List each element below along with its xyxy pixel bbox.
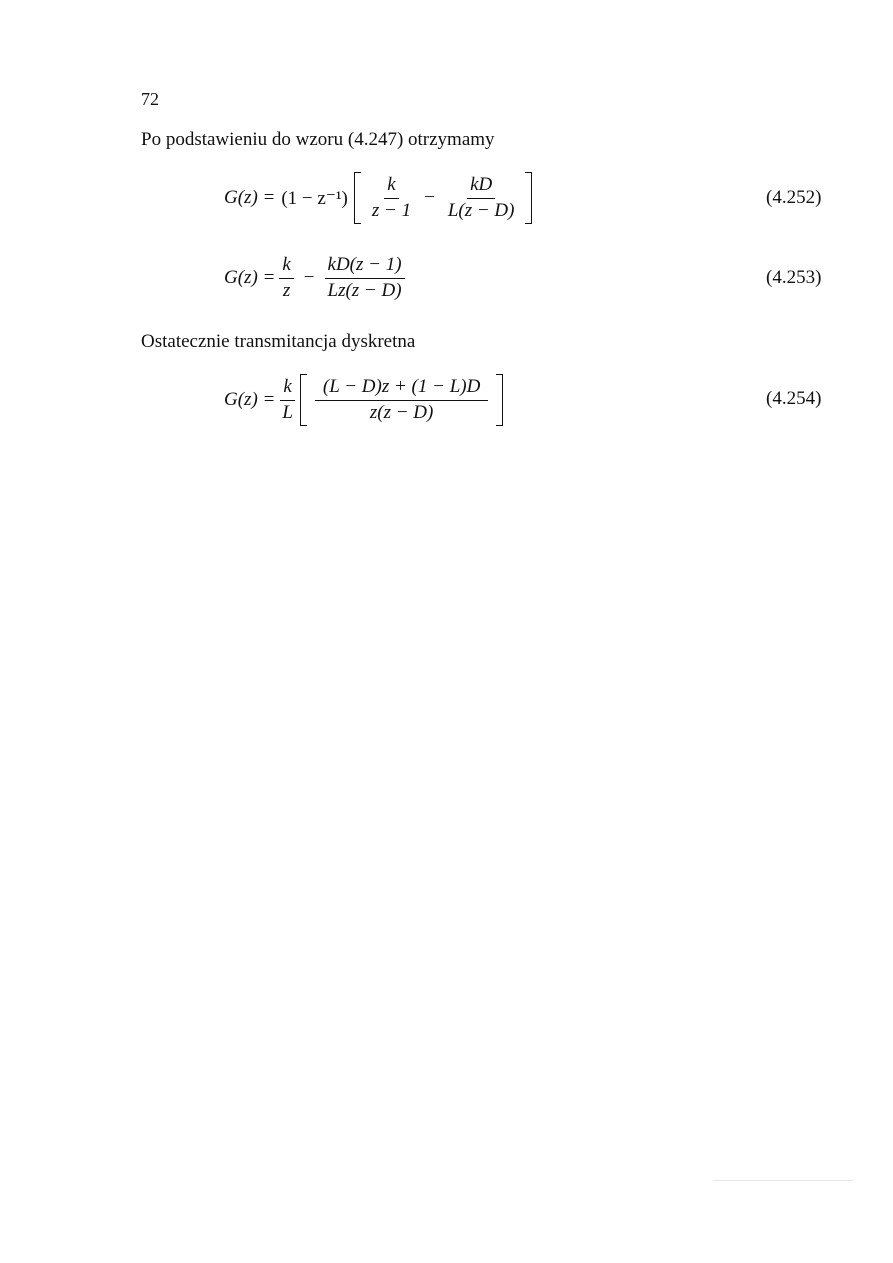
fraction	[369, 175, 414, 222]
fraction-denominator: L	[282, 401, 293, 423]
minus-sign: −	[424, 187, 435, 208]
left-bracket	[300, 374, 307, 426]
equation-4-253	[224, 255, 409, 302]
fraction-denominator: z	[282, 279, 291, 301]
equation-lhs: G(z) =	[224, 389, 276, 410]
fraction-numerator: (L − D)z + (1 − L)D	[315, 377, 488, 401]
page-number: 72	[141, 89, 159, 109]
fraction	[279, 377, 296, 424]
fraction	[445, 175, 518, 222]
fraction-denominator: z − 1	[371, 199, 412, 221]
fraction-numerator: kD	[467, 175, 495, 199]
fraction	[325, 255, 405, 302]
fraction-denominator: z(z − D)	[369, 401, 434, 423]
fraction-denominator: L(z − D)	[447, 199, 515, 221]
equation-lhs: G(z) =	[224, 187, 276, 208]
equation-4-254	[224, 374, 503, 426]
intro-paragraph: Po podstawieniu do wzoru (4.247) otrzymamy	[141, 129, 495, 150]
fraction-numerator: k	[279, 255, 293, 279]
equation-4-252	[224, 172, 532, 224]
equation-factor: (1 − z⁻¹)	[281, 187, 348, 209]
fraction-denominator: Lz(z − D)	[327, 279, 402, 301]
equation-number-4-253: (4.253)	[766, 267, 822, 288]
fraction	[279, 255, 293, 302]
fraction-numerator: k	[384, 175, 398, 199]
fraction-numerator: kD(z − 1)	[325, 255, 405, 279]
equation-lhs: G(z) =	[224, 267, 276, 289]
equation-number-4-254: (4.254)	[766, 388, 822, 409]
fraction	[315, 377, 488, 424]
right-bracket	[496, 374, 503, 426]
scan-artifact-line	[713, 1180, 853, 1181]
right-bracket	[525, 172, 532, 224]
equation-number-4-252: (4.252)	[766, 187, 822, 208]
fraction-numerator: k	[280, 377, 294, 401]
left-bracket	[354, 172, 361, 224]
minus-sign: −	[303, 267, 315, 289]
conclusion-paragraph: Ostatecznie transmitancja dyskretna	[141, 331, 416, 352]
